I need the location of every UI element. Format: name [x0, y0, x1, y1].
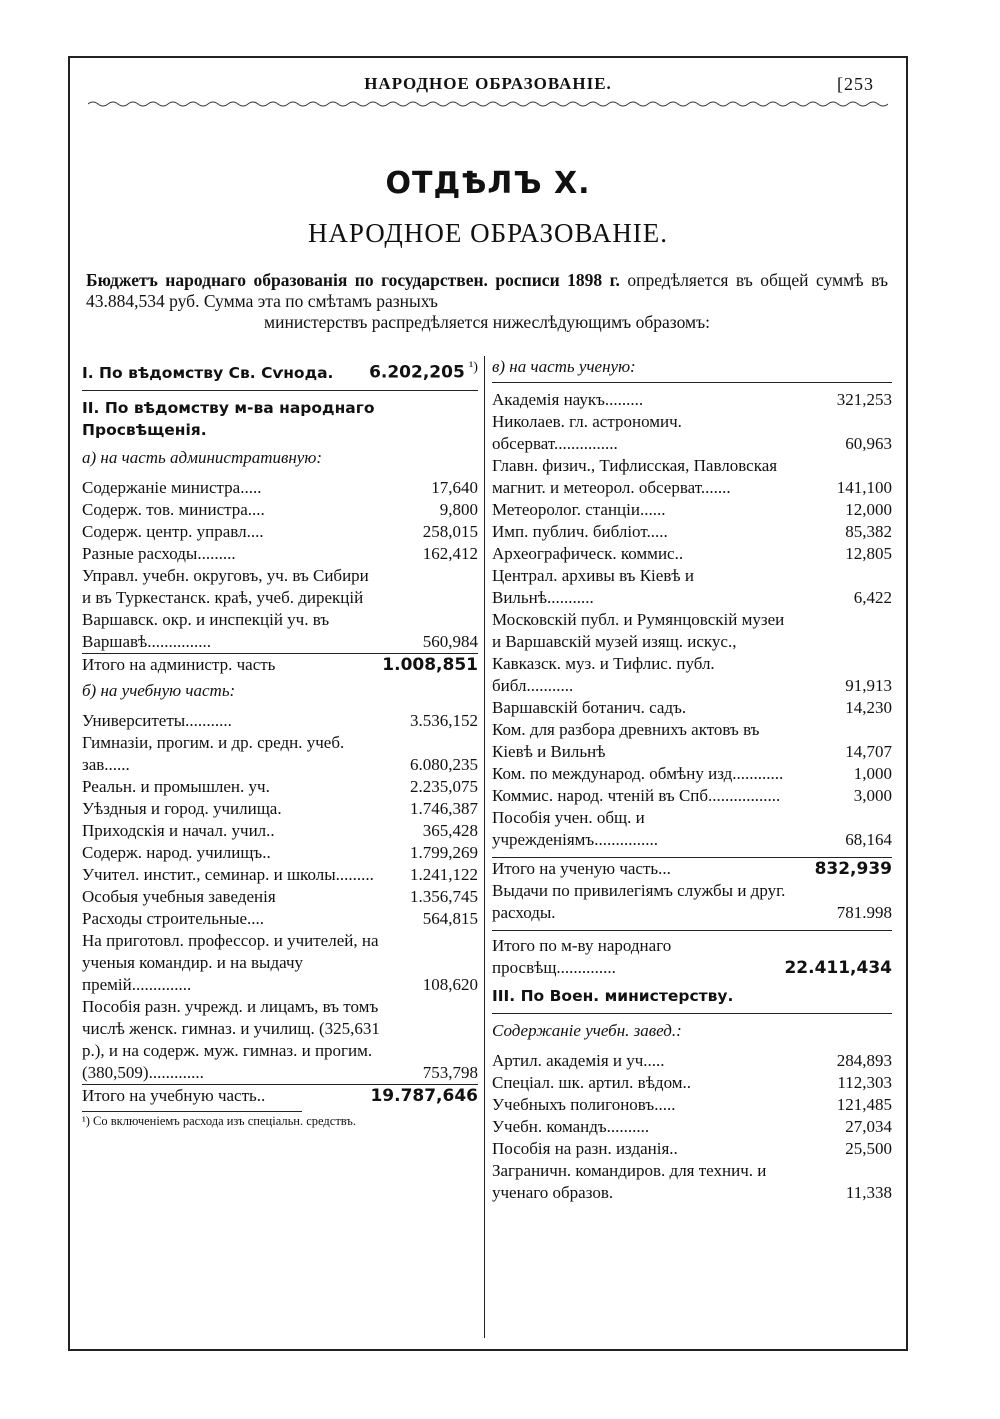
sci-row	[492, 609, 892, 697]
sci-row-value: 3,000	[853, 786, 892, 805]
war-row-value: 25,500	[845, 1139, 892, 1158]
sci-total-label: Итого на ученую часть...	[492, 859, 671, 878]
sci-row-value: 1,000	[853, 764, 892, 783]
war-row	[492, 1094, 892, 1116]
edu-row-label: Приходскія и начал. учил..	[82, 820, 275, 840]
sinod-row	[82, 356, 478, 384]
sci-row-label: Имп. публич. библіот.....	[492, 522, 668, 541]
sci-rows	[492, 389, 892, 851]
sci-row-label: Пособія учен. общ. и учрежденіямъ...............	[492, 808, 658, 849]
war-row-label: Артил. академія и уч.....	[492, 1051, 665, 1070]
sci-row	[492, 389, 892, 411]
admin-rows	[82, 477, 478, 653]
admin-row	[82, 543, 478, 565]
edu-row-label: Пособія разн. учрежд. и лицамъ, въ томъ числѣ женск. гимназ. и училищ. (325,631 р.), и на содерж. муж. гимназ. и прогим. (380,509).............	[82, 996, 380, 1082]
sci-row	[492, 499, 892, 521]
admin-row-value: 17,640	[431, 477, 478, 497]
edu-row-value: 6.080,235	[410, 754, 478, 774]
edu-row	[82, 930, 478, 996]
sci-row	[492, 411, 892, 455]
admin-row	[82, 521, 478, 543]
edu-row-value: 108,620	[422, 974, 478, 994]
edu-row-label: Учител. инстит., семинар. и школы.........	[82, 864, 374, 884]
sci-row-value: 321,253	[836, 390, 892, 409]
edu-row	[82, 864, 478, 886]
war-row-value: 27,034	[845, 1117, 892, 1136]
sci-row	[492, 763, 892, 785]
edu-row	[82, 798, 478, 820]
war-rows	[492, 1050, 892, 1204]
sci-row-label: Метеоролог. станціи......	[492, 500, 666, 519]
sinod-note: ¹)	[469, 359, 478, 375]
admin-row-label: Управл. учебн. округовъ, уч. въ Сибири и въ Туркестанск. краѣ, учеб. дирекцій Варшавск. окр. и инспекцій уч. въ Варшавѣ...............	[82, 565, 369, 651]
sinod-value: 6.202,205	[369, 362, 465, 383]
mnp-total-value: 22.411,434	[784, 958, 892, 978]
admin-row	[82, 565, 478, 653]
edu-row	[82, 820, 478, 842]
sci-row-value: 60,963	[845, 434, 892, 453]
intro-line-1: Бюджетъ народнаго образованія по государствен. росписи 1898 г.	[86, 270, 620, 290]
edu-row-label: Особыя учебныя заведенія	[82, 886, 276, 906]
edu-row	[82, 732, 478, 776]
priv-value: 781.998	[836, 903, 892, 922]
sci-row-label: Ком. для разбора древнихъ актовъ въ Кіевѣ и Вильнѣ	[492, 720, 760, 761]
war-row-value: 11,338	[845, 1183, 892, 1202]
sci-row-label: Московскій публ. и Румянцовскій музеи и Варшавскій музей изящ. искус., Кавказск. муз. и Тифлис. публ. библ...........	[492, 610, 785, 695]
sci-row	[492, 785, 892, 807]
edu-row-label: Расходы строительные....	[82, 908, 265, 928]
sci-row	[492, 565, 892, 609]
admin-total-row	[82, 653, 478, 676]
edu-row-label: Содерж. народ. училищъ..	[82, 842, 271, 862]
edu-row	[82, 908, 478, 930]
sci-row	[492, 697, 892, 719]
sci-row-label: Ком. по международ. обмѣну изд............	[492, 764, 784, 783]
edu-row	[82, 776, 478, 798]
sci-row-value: 12,000	[845, 500, 892, 519]
footnote: ¹) Со включеніемъ расхода изъ спеціальн. средствъ.	[82, 1113, 356, 1128]
war-row	[492, 1050, 892, 1072]
war-row	[492, 1072, 892, 1094]
sinod-label: I. По вѣдомству Св. Сѵнода.	[82, 363, 334, 382]
sci-row-label: Варшавскій ботанич. садъ.	[492, 698, 687, 717]
sci-row-label: Главн. физич., Тифлисская, Павловская магнит. и метеорол. обсерват.......	[492, 456, 778, 497]
admin-heading: а) на часть административную:	[82, 447, 323, 467]
war-row-label: Спеціал. шк. артил. вѣдом..	[492, 1073, 692, 1092]
edu-row-value: 753,798	[422, 1062, 478, 1082]
war-row-value: 121,485	[836, 1095, 892, 1114]
priv-label: Выдачи по привилегіямъ службы и друг. расходы.	[492, 881, 786, 922]
edu-total-value: 19.787,646	[370, 1085, 478, 1106]
sci-row	[492, 719, 892, 763]
edu-row-label: Университеты...........	[82, 710, 232, 730]
edu-heading: б) на учебную часть:	[82, 680, 236, 700]
war-row	[492, 1138, 892, 1160]
mnp-total-label: Итого по м-ву народнаго просвѣщ..............	[492, 936, 672, 977]
page-frame	[68, 56, 908, 1351]
sci-row-value: 91,913	[845, 676, 892, 695]
admin-row-value: 258,015	[422, 521, 478, 541]
war-row-value: 284,893	[836, 1051, 892, 1070]
page-number: [253	[837, 74, 874, 94]
admin-row-label: Содержаніе министра.....	[82, 477, 262, 497]
sci-row-value: 6,422	[853, 588, 892, 607]
edu-row-value: 2.235,075	[410, 776, 478, 796]
edu-row-value: 1.746,387	[410, 798, 478, 818]
edu-row-value: 1.799,269	[410, 842, 478, 862]
edu-row-value: 365,428	[422, 820, 478, 840]
war-row	[492, 1116, 892, 1138]
intro-line-3: министерствъ распредѣляется нижеслѣдующимъ образомъ:	[264, 312, 710, 332]
edu-row-label: Реальн. и промышлен. уч.	[82, 776, 270, 796]
war-row-value: 112,303	[837, 1073, 892, 1092]
admin-row-value: 9,800	[439, 499, 478, 519]
sci-row-value: 14,707	[845, 742, 892, 761]
intro-paragraph	[86, 270, 888, 333]
war-subheading: Содержаніе учебн. завед.:	[492, 1013, 892, 1042]
sci-row-value: 68,164	[845, 830, 892, 849]
admin-row-value: 560,984	[422, 631, 478, 651]
admin-row-label: Содерж. центр. управл....	[82, 521, 264, 541]
sci-total-row	[492, 857, 892, 880]
edu-rows	[82, 710, 478, 1084]
edu-total-label: Итого на учебную часть..	[82, 1085, 266, 1105]
sci-row-value: 14,230	[845, 698, 892, 717]
running-title: НАРОДНОЕ ОБРАЗОВАНІЕ.	[364, 74, 612, 93]
intro-line-2: опредѣляется въ общей суммѣ въ 43.884,534 руб. Сумма эта по смѣтамъ разныхъ	[86, 270, 888, 311]
sci-row	[492, 455, 892, 499]
edu-row	[82, 996, 478, 1084]
war-row-label: Учебн. командъ..........	[492, 1117, 650, 1136]
admin-total-label: Итого на администр. часть	[82, 654, 276, 674]
edu-row-label: На приготовл. профессор. и учителей, на ученыя командир. и на выдачу премій..............	[82, 930, 379, 994]
wavy-rule	[88, 100, 888, 108]
left-column	[82, 356, 478, 1129]
sci-row	[492, 521, 892, 543]
admin-total-value: 1.008,851	[382, 654, 478, 675]
sci-row-label: Коммис. народ. чтеній въ Спб.................	[492, 786, 781, 805]
mnp-total-row	[492, 930, 892, 979]
sci-row-value: 85,382	[845, 522, 892, 541]
edu-row	[82, 710, 478, 732]
admin-row-label: Разные расходы.........	[82, 543, 236, 563]
edu-total-row	[82, 1084, 478, 1107]
edu-row	[82, 842, 478, 864]
admin-row	[82, 477, 478, 499]
edu-row-value: 3.536,152	[410, 710, 478, 730]
sci-row	[492, 543, 892, 565]
edu-row	[82, 886, 478, 908]
sci-row-value: 141,100	[836, 478, 892, 497]
sci-total-value: 832,939	[814, 859, 892, 879]
sci-heading: в) на часть ученую:	[492, 357, 636, 376]
sci-row-label: Академія наукъ.........	[492, 390, 644, 409]
sci-row-label: Николаев. гл. астрономич. обсерват...............	[492, 412, 682, 453]
sci-row-label: Централ. архивы въ Кіевѣ и Вильнѣ...........	[492, 566, 694, 607]
edu-row-value: 1.356,745	[410, 886, 478, 906]
edu-row-label: Уѣздныя и город. училища.	[82, 798, 282, 818]
edu-row-value: 1.241,122	[410, 864, 478, 884]
war-heading: III. По Воен. министерству.	[492, 987, 734, 1005]
edu-row-label: Гимназіи, прогим. и др. средн. учеб. зав......	[82, 732, 345, 774]
sci-row-label: Археографическ. коммис..	[492, 544, 684, 563]
sci-row-value: 12,805	[845, 544, 892, 563]
admin-row	[82, 499, 478, 521]
war-row-label: Пособія на разн. изданія..	[492, 1139, 678, 1158]
priv-row	[492, 880, 892, 924]
sci-row	[492, 807, 892, 851]
column-divider	[484, 356, 485, 1338]
war-row	[492, 1160, 892, 1204]
running-header	[70, 74, 906, 102]
right-column	[492, 356, 892, 1204]
war-row-label: Заграничн. командиров. для технич. и ученаго образов.	[492, 1161, 767, 1202]
edu-row-value: 564,815	[422, 908, 478, 928]
mnp-heading: II. По вѣдомству м-ва народнаго Просвѣщенія.	[82, 398, 375, 439]
admin-row-value: 162,412	[422, 543, 478, 563]
war-row-label: Учебныхъ полигоновъ.....	[492, 1095, 676, 1114]
section-subtitle: НАРОДНОЕ ОБРАЗОВАНІЕ.	[307, 218, 669, 248]
section-title: ОТДѢЛЪ X.	[385, 166, 591, 201]
admin-row-label: Содерж. тов. министра....	[82, 499, 265, 519]
